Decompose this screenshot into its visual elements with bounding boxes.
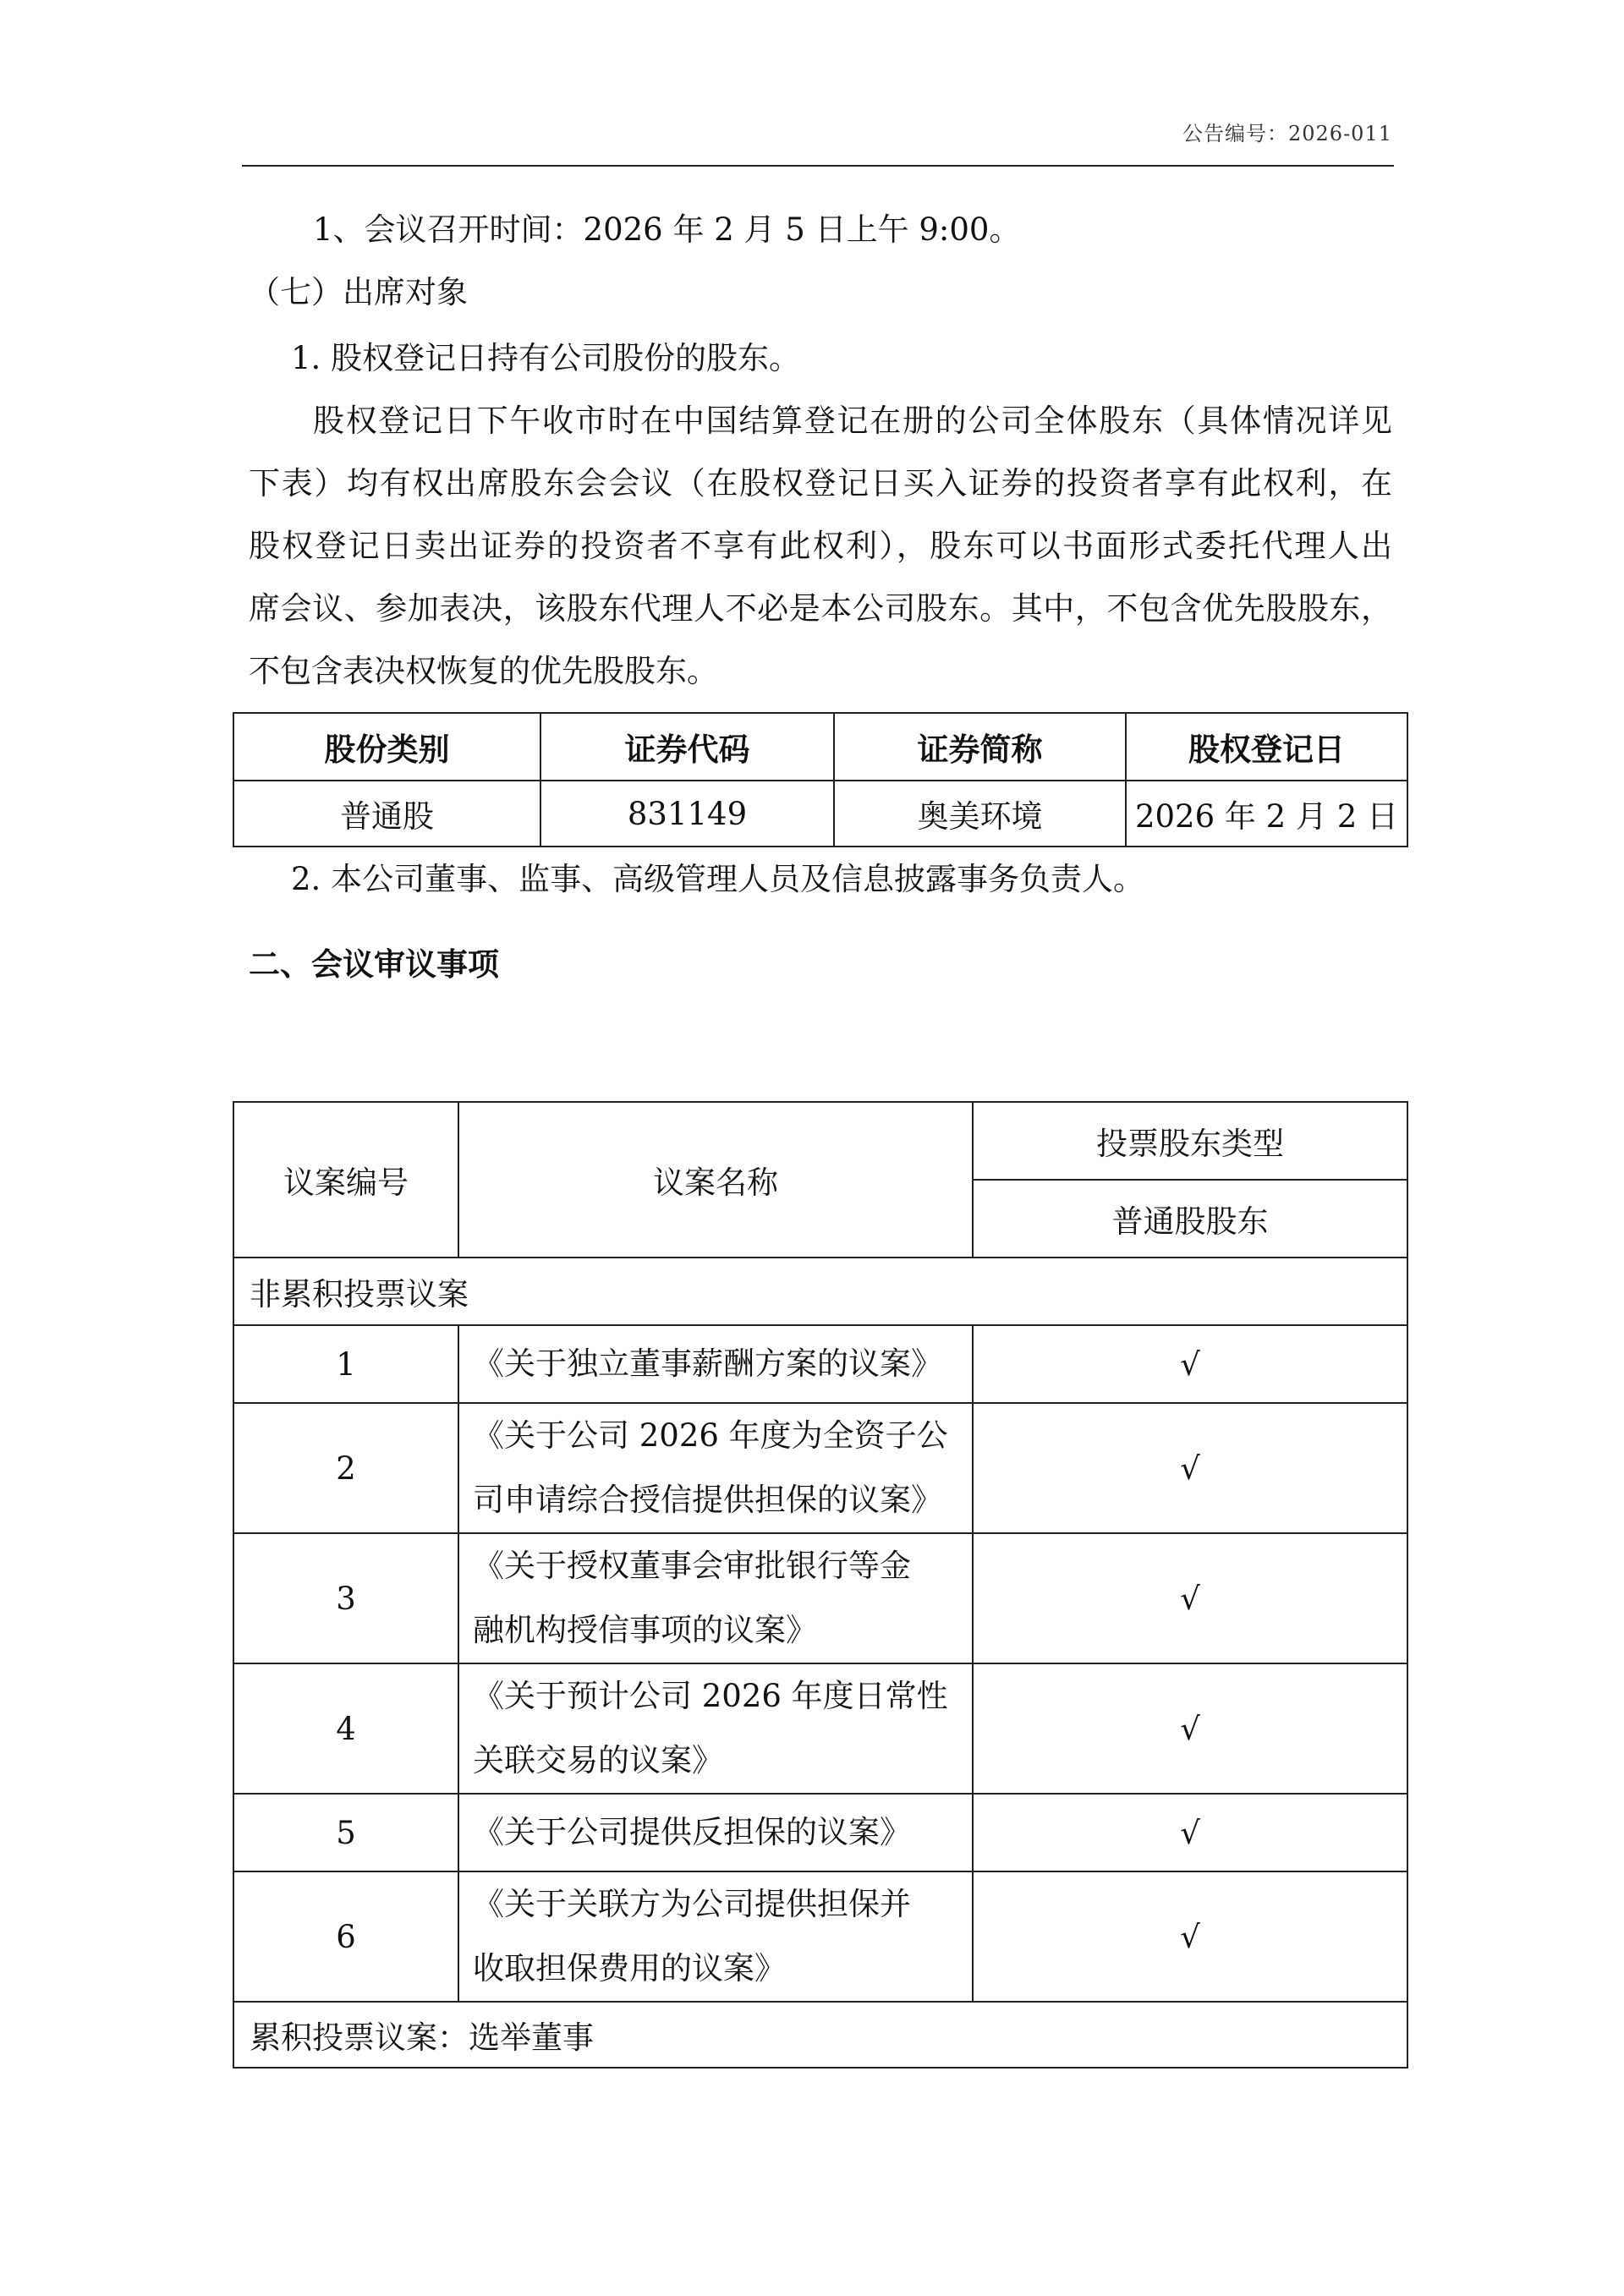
group-row-cumulative	[233, 2002, 1407, 2068]
proposal-row	[233, 1794, 1407, 1871]
paragraph-line-1: 股权登记日下午收市时在中国结算登记在册的公司全体股东（具体情况详见	[313, 403, 1392, 439]
check-mark: √	[973, 1325, 1407, 1403]
proposal-name-line: 关联交易的议案》	[473, 1742, 723, 1778]
group-label-cumulative: 累积投票议案：选举董事	[233, 2002, 1407, 2068]
header-common-shareholders: 普通股股东	[973, 1180, 1407, 1258]
cell-security-abbr: 奥美环境	[834, 781, 1126, 847]
proposal-no: 2	[233, 1403, 458, 1533]
attendees-heading: （七）出席对象	[249, 274, 468, 310]
proposal-header-row-1	[233, 1102, 1407, 1180]
cell-security-code: 831149	[540, 781, 834, 847]
group-row-noncumulative	[233, 1258, 1407, 1325]
header-vote-type: 投票股东类型	[973, 1102, 1407, 1180]
proposal-name	[458, 1325, 973, 1403]
cell-record-date: 2026 年 2 月 2 日	[1126, 781, 1407, 847]
announcement-number: 公告编号：2026-011	[1182, 122, 1392, 145]
proposal-name-line: 融机构授信事项的议案》	[473, 1612, 817, 1648]
paragraph-line-3: 股权登记日卖出证券的投资者不享有此权利），股东可以书面形式委托代理人出	[249, 528, 1392, 564]
header-divider	[242, 165, 1394, 167]
proposal-name-line: 《关于独立董事薪酬方案的议案》	[473, 1345, 942, 1382]
attendee-item-2: 2. 本公司董事、监事、高级管理人员及信息披露事务负责人。	[291, 861, 1145, 897]
proposal-row	[233, 1325, 1407, 1403]
proposal-name	[458, 1533, 973, 1663]
proposal-row	[233, 1663, 1407, 1794]
proposal-table	[233, 1101, 1408, 2069]
share-table-header-row	[233, 713, 1407, 781]
header-record-date: 股权登记日	[1126, 713, 1407, 781]
paragraph-line-5: 不包含表决权恢复的优先股股东。	[249, 653, 718, 689]
proposal-no: 6	[233, 1871, 458, 2002]
check-mark: √	[973, 1871, 1407, 2002]
proposal-name-line: 《关于公司提供反担保的议案》	[473, 1814, 911, 1850]
proposal-name	[458, 1871, 973, 2002]
proposal-name-line: 收取担保费用的议案》	[473, 1950, 786, 1986]
meeting-time: 1、会议召开时间：2026 年 2 月 5 日上午 9:00。	[313, 211, 1021, 248]
proposal-no: 1	[233, 1325, 458, 1403]
proposal-no: 5	[233, 1794, 458, 1871]
check-mark: √	[973, 1663, 1407, 1794]
proposal-name-line: 《关于关联方为公司提供担保并	[473, 1886, 911, 1922]
proposal-row	[233, 1403, 1407, 1533]
paragraph-line-4: 席会议、参加表决，该股东代理人不必是本公司股东。其中，不包含优先股股东，	[249, 590, 1392, 627]
cell-share-class: 普通股	[233, 781, 540, 847]
header-security-abbr: 证券简称	[834, 713, 1126, 781]
proposal-name	[458, 1794, 973, 1871]
paragraph-line-2: 下表）均有权出席股东会会议（在股权登记日买入证券的投资者享有此权利，在	[249, 465, 1392, 501]
proposal-name-line: 《关于预计公司 2026 年度日常性	[473, 1678, 948, 1714]
check-mark: √	[973, 1533, 1407, 1663]
proposal-name	[458, 1403, 973, 1533]
proposal-row	[233, 1533, 1407, 1663]
attendee-item-1: 1. 股权登记日持有公司股份的股东。	[291, 340, 801, 376]
share-class-table	[233, 712, 1408, 847]
share-table-row	[233, 781, 1407, 847]
header-proposal-no: 议案编号	[233, 1102, 458, 1258]
check-mark: √	[973, 1403, 1407, 1533]
proposal-no: 4	[233, 1663, 458, 1794]
proposal-row	[233, 1871, 1407, 2002]
proposal-name-line: 《关于公司 2026 年度为全资子公	[473, 1417, 948, 1454]
group-label-noncumulative: 非累积投票议案	[233, 1258, 1407, 1325]
header-security-code: 证券代码	[540, 713, 834, 781]
header-proposal-name: 议案名称	[458, 1102, 973, 1258]
proposal-name-line: 司申请综合授信提供担保的议案》	[473, 1482, 942, 1518]
header-share-class: 股份类别	[233, 713, 540, 781]
check-mark: √	[973, 1794, 1407, 1871]
proposal-no: 3	[233, 1533, 458, 1663]
proposal-name	[458, 1663, 973, 1794]
section-heading-2: 二、会议审议事项	[249, 945, 499, 983]
proposal-name-line: 《关于授权董事会审批银行等金	[473, 1548, 911, 1584]
